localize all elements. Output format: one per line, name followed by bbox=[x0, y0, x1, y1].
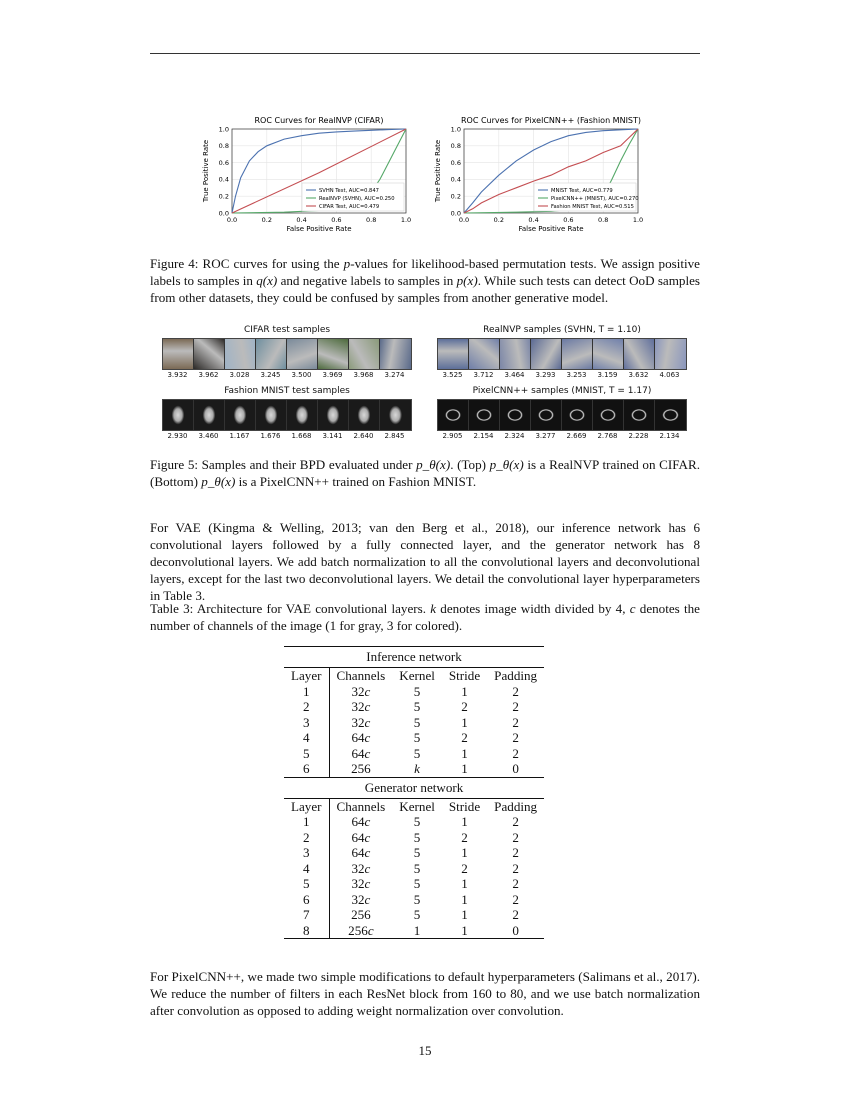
y-tick-label: 1.0 bbox=[218, 125, 229, 134]
table-cell: 4 bbox=[284, 730, 329, 746]
table-cell: k bbox=[414, 761, 420, 776]
bpd-value: 3.525 bbox=[442, 371, 463, 379]
sample-image bbox=[562, 339, 593, 369]
bpd-value: 2.228 bbox=[628, 432, 649, 440]
sample-image bbox=[225, 339, 256, 369]
table-cell: 64c bbox=[351, 730, 371, 745]
table-section-title: Generator network bbox=[364, 779, 464, 795]
bpd-value: 3.460 bbox=[198, 432, 219, 440]
bpd-value: 2.324 bbox=[504, 432, 525, 440]
sample-image bbox=[225, 400, 256, 430]
y-tick-label: 0.6 bbox=[450, 158, 461, 167]
table-row bbox=[284, 923, 544, 939]
table-cell: 0 bbox=[512, 761, 519, 776]
table-cell: 5 bbox=[413, 891, 421, 907]
sample-image bbox=[500, 339, 531, 369]
table-cell: 64c bbox=[351, 745, 371, 761]
table-cell: 5 bbox=[413, 745, 421, 761]
table-cell: 2 bbox=[461, 699, 468, 714]
image-strip-cifar bbox=[162, 338, 412, 370]
table-row bbox=[284, 761, 544, 777]
table-row bbox=[284, 845, 544, 861]
bpd-value: 2.768 bbox=[597, 432, 618, 440]
panel-title-pixelcnn: PixelCNN++ samples (MNIST, T = 1.17) bbox=[472, 386, 652, 396]
sample-image bbox=[256, 339, 287, 369]
bpd-value: 3.962 bbox=[198, 371, 219, 379]
bpd-value: 1.167 bbox=[229, 432, 250, 440]
sample-image bbox=[349, 400, 380, 430]
table-row bbox=[284, 684, 544, 700]
bpd-value: 3.159 bbox=[597, 371, 618, 379]
table-row bbox=[284, 746, 544, 762]
roc-chart-pixelcnn bbox=[430, 113, 652, 243]
figure-5-caption: Figure 5: Samples and their BPD evaluated under p_θ(x). (Top) p_θ(x) is a RealNVP trained on CIFAR. (Bottom) p_θ(x) is a PixelCNN++ trained on Fashion MNIST. bbox=[150, 457, 701, 489]
bpd-value: 4.063 bbox=[659, 371, 680, 379]
table-row bbox=[284, 861, 544, 877]
table-cell: 1 bbox=[461, 891, 468, 907]
table-header-cell: Stride bbox=[448, 668, 481, 683]
x-axis-label: False Positive Rate bbox=[286, 225, 352, 233]
table-row bbox=[284, 892, 544, 908]
table-header-cell: Padding bbox=[494, 798, 538, 814]
vae-paragraph: For VAE (Kingma & Welling, 2013; van den Berg et al., 2018), our inference network has 6 convolutional layers followed by a fully connected layer, and the generator network has 8 deconvolutional layers. We add batch normalization to all the convolutional layers and deconvolutional layers, except for the last two deconvolutional layers. We detail the convolutional layer hyperparameters in Table 3. bbox=[150, 520, 700, 603]
table-cell: 1 bbox=[413, 922, 421, 938]
table-cell: 3 bbox=[284, 845, 329, 861]
image-strip-pixelcnn bbox=[437, 399, 687, 431]
table-cell: 6 bbox=[284, 892, 329, 908]
table-cell: 7 bbox=[284, 907, 329, 923]
sample-image bbox=[469, 339, 500, 369]
sample-image bbox=[500, 400, 531, 430]
table-cell: 256 bbox=[351, 761, 371, 776]
table-cell: 5 bbox=[413, 829, 421, 845]
bpd-value: 3.028 bbox=[229, 371, 250, 379]
chart-title: ROC Curves for RealNVP (CIFAR) bbox=[254, 116, 384, 125]
table-row bbox=[284, 699, 544, 715]
bpd-values-pixelcnn bbox=[437, 432, 685, 440]
bpd-value: 3.968 bbox=[353, 371, 374, 379]
bpd-value: 1.676 bbox=[260, 432, 281, 440]
bpd-values-cifar bbox=[162, 371, 410, 379]
table-cell: 5 bbox=[413, 860, 421, 876]
table-cell: 1 bbox=[461, 922, 468, 938]
table-cell: 2 bbox=[512, 714, 519, 730]
x-tick-label: 0.0 bbox=[226, 216, 238, 224]
x-tick-label: 1.0 bbox=[400, 216, 412, 224]
table-row bbox=[284, 814, 544, 830]
sample-image bbox=[655, 339, 686, 369]
table-cell: 5 bbox=[413, 730, 421, 745]
y-axis-label: True Positive Rate bbox=[202, 139, 210, 203]
sample-image bbox=[380, 400, 411, 430]
table-row bbox=[284, 830, 544, 846]
table-cell: 1 bbox=[461, 907, 468, 922]
table-header-row bbox=[284, 668, 544, 684]
table-row bbox=[284, 907, 544, 923]
table-header-cell: Layer bbox=[284, 798, 329, 814]
bpd-value: 2.669 bbox=[566, 432, 587, 440]
table-cell: 2 bbox=[512, 745, 519, 761]
x-tick-label: 0.4 bbox=[528, 216, 539, 224]
y-tick-label: 0.0 bbox=[450, 209, 461, 218]
table-cell: 2 bbox=[512, 829, 519, 845]
image-strip-realnvp bbox=[437, 338, 687, 370]
y-tick-label: 0.0 bbox=[218, 209, 229, 218]
bpd-values-realnvp bbox=[437, 371, 685, 379]
table-cell: 2 bbox=[512, 876, 519, 891]
y-tick-label: 0.4 bbox=[450, 175, 461, 184]
x-tick-label: 0.6 bbox=[331, 216, 342, 224]
table-cell: 2 bbox=[512, 683, 519, 699]
table-3-architecture bbox=[284, 646, 544, 939]
table-header-cell: Channels bbox=[336, 798, 386, 814]
table-cell: 32c bbox=[351, 860, 371, 876]
table-header-cell: Padding bbox=[494, 668, 538, 683]
y-tick-label: 0.6 bbox=[218, 158, 229, 167]
table-cell: 2 bbox=[512, 730, 519, 745]
sample-image bbox=[287, 400, 318, 430]
sample-image bbox=[593, 339, 624, 369]
table-row bbox=[284, 730, 544, 746]
chart-title: ROC Curves for PixelCNN++ (Fashion MNIST) bbox=[460, 116, 642, 125]
bpd-values-fashion bbox=[162, 432, 410, 440]
table-header-cell: Stride bbox=[448, 798, 481, 814]
table-cell: 1 bbox=[461, 745, 468, 761]
table-cell: 5 bbox=[413, 699, 421, 714]
table-cell: 2 bbox=[461, 860, 468, 876]
image-strip-fashion bbox=[162, 399, 412, 431]
table-cell: 256c bbox=[348, 922, 374, 938]
bpd-value: 3.969 bbox=[322, 371, 343, 379]
sample-image bbox=[562, 400, 593, 430]
table-row bbox=[284, 876, 544, 892]
table-3-caption: Table 3: Architecture for VAE convolutional layers. k denotes image width divided by 4, c denotes the number of channels of the image (1 for gray, 3 for colored). bbox=[150, 601, 700, 633]
table-header-cell: Layer bbox=[284, 668, 329, 684]
table-header-cell: Kernel bbox=[399, 668, 435, 683]
legend-entry: RealNVP (SVHN), AUC=0.250 bbox=[319, 196, 395, 202]
bpd-value: 3.932 bbox=[167, 371, 188, 379]
bpd-value: 3.464 bbox=[504, 371, 525, 379]
table-cell: 5 bbox=[413, 876, 421, 891]
table-cell: 1 bbox=[284, 684, 329, 700]
sample-image bbox=[256, 400, 287, 430]
bpd-value: 3.500 bbox=[291, 371, 312, 379]
x-tick-label: 0.6 bbox=[563, 216, 574, 224]
sample-image bbox=[318, 339, 349, 369]
sample-image bbox=[318, 400, 349, 430]
table-cell: 8 bbox=[284, 923, 329, 939]
table-cell: 256 bbox=[351, 907, 371, 922]
bpd-value: 3.277 bbox=[535, 432, 556, 440]
table-header-cell: Kernel bbox=[399, 798, 435, 814]
x-tick-label: 0.4 bbox=[296, 216, 307, 224]
table-cell: 2 bbox=[512, 907, 519, 922]
page-number: 15 bbox=[418, 1043, 432, 1058]
table-cell: 3 bbox=[284, 715, 329, 731]
table-cell: 64c bbox=[351, 814, 371, 829]
table-cell: 1 bbox=[284, 814, 329, 830]
bpd-value: 2.640 bbox=[353, 432, 374, 440]
table-cell: 2 bbox=[284, 830, 329, 846]
x-tick-label: 0.8 bbox=[366, 216, 377, 224]
table-cell: 5 bbox=[413, 714, 421, 730]
table-cell: 5 bbox=[413, 845, 421, 860]
bpd-value: 3.245 bbox=[260, 371, 281, 379]
table-cell: 1 bbox=[461, 876, 468, 891]
table-cell: 4 bbox=[284, 861, 329, 877]
x-tick-label: 0.8 bbox=[598, 216, 609, 224]
table-cell: 32c bbox=[351, 699, 371, 714]
y-tick-label: 1.0 bbox=[450, 125, 461, 134]
table-cell: 1 bbox=[461, 714, 468, 730]
y-tick-label: 0.2 bbox=[450, 192, 461, 201]
sample-image bbox=[593, 400, 624, 430]
table-cell: 32c bbox=[351, 683, 371, 699]
sample-image bbox=[163, 400, 194, 430]
bpd-value: 2.845 bbox=[384, 432, 405, 440]
sample-image bbox=[655, 400, 686, 430]
legend-entry: MNIST Test, AUC=0.779 bbox=[551, 188, 613, 194]
sample-image bbox=[531, 400, 562, 430]
table-cell: 32c bbox=[351, 891, 371, 907]
table-cell: 2 bbox=[512, 699, 519, 714]
bpd-value: 3.141 bbox=[322, 432, 343, 440]
table-section-title: Inference network bbox=[366, 649, 462, 665]
legend-entry: PixelCNN++ (MNIST), AUC=0.270 bbox=[551, 196, 639, 202]
legend-entry: SVHN Test, AUC=0.847 bbox=[319, 188, 379, 194]
table-cell: 2 bbox=[461, 730, 468, 745]
table-cell: 64c bbox=[351, 829, 371, 845]
sample-image bbox=[287, 339, 318, 369]
table-cell: 2 bbox=[512, 845, 519, 860]
table-cell: 32c bbox=[351, 876, 371, 891]
bpd-value: 2.134 bbox=[659, 432, 680, 440]
table-cell: 1 bbox=[461, 814, 468, 829]
x-tick-label: 0.0 bbox=[458, 216, 470, 224]
bpd-value: 1.668 bbox=[291, 432, 312, 440]
table-cell: 1 bbox=[461, 683, 468, 699]
table-cell: 64c bbox=[351, 845, 371, 860]
table-cell: 2 bbox=[284, 699, 329, 715]
x-axis-label: False Positive Rate bbox=[518, 225, 584, 233]
table-cell: 1 bbox=[461, 845, 468, 860]
bpd-value: 3.712 bbox=[473, 371, 494, 379]
table-cell: 6 bbox=[284, 761, 329, 777]
sample-image bbox=[531, 339, 562, 369]
sample-image bbox=[194, 400, 225, 430]
table-row bbox=[284, 715, 544, 731]
bpd-value: 3.253 bbox=[566, 371, 587, 379]
sample-image bbox=[469, 400, 500, 430]
table-cell: 5 bbox=[284, 876, 329, 892]
bpd-value: 2.154 bbox=[473, 432, 494, 440]
panel-title-fashion: Fashion MNIST test samples bbox=[224, 386, 350, 396]
x-tick-label: 0.2 bbox=[493, 216, 504, 224]
legend-entry: CIFAR Test, AUC=0.479 bbox=[319, 204, 380, 210]
sample-image bbox=[438, 339, 469, 369]
y-tick-label: 0.4 bbox=[218, 175, 229, 184]
panel-title-realnvp: RealNVP samples (SVHN, T = 1.10) bbox=[483, 325, 641, 335]
table-cell: 2 bbox=[461, 829, 468, 845]
table-cell: 32c bbox=[351, 714, 371, 730]
sample-image bbox=[624, 400, 655, 430]
y-tick-label: 0.2 bbox=[218, 192, 229, 201]
x-tick-label: 1.0 bbox=[632, 216, 644, 224]
roc-chart-realnvp bbox=[198, 113, 420, 243]
y-tick-label: 0.8 bbox=[218, 142, 229, 151]
table-cell: 2 bbox=[512, 860, 519, 876]
sample-image bbox=[438, 400, 469, 430]
table-cell: 5 bbox=[413, 683, 421, 699]
y-tick-label: 0.8 bbox=[450, 142, 461, 151]
y-axis-label: True Positive Rate bbox=[434, 139, 442, 203]
bpd-value: 3.293 bbox=[535, 371, 556, 379]
sample-image bbox=[194, 339, 225, 369]
table-cell: 2 bbox=[512, 891, 519, 907]
table-header-row bbox=[284, 798, 544, 814]
pixelcnn-paragraph: For PixelCNN++, we made two simple modifications to default hyperparameters (Salimans et al., 2017). We reduce the number of filters in each ResNet block from 160 to 80, and we use batch normalization after convolution as opposed to adding weight normalization over convolution. bbox=[150, 969, 700, 1018]
bpd-value: 3.632 bbox=[628, 371, 649, 379]
sample-image bbox=[163, 339, 194, 369]
bpd-value: 3.274 bbox=[384, 371, 405, 379]
panel-title-cifar: CIFAR test samples bbox=[243, 325, 331, 335]
bpd-value: 2.905 bbox=[442, 432, 463, 440]
legend-entry: Fashion MNIST Test, AUC=0.515 bbox=[551, 204, 634, 210]
figure-4-caption: Figure 4: ROC curves for using the p-values for likelihood-based permutation tests. We assign positive labels to samples in q(x) and negative labels to samples in p(x). While such tests can detect OoD samples from other datasets, they could be confused by samples from another generative model. bbox=[150, 256, 700, 305]
table-header-cell: Channels bbox=[336, 668, 386, 683]
table-cell: 0 bbox=[512, 922, 519, 938]
table-cell: 5 bbox=[413, 814, 421, 829]
sample-image bbox=[349, 339, 380, 369]
table-cell: 5 bbox=[413, 907, 421, 922]
table-cell: 1 bbox=[461, 761, 468, 776]
bpd-value: 2.930 bbox=[167, 432, 188, 440]
header-rule bbox=[150, 53, 700, 54]
x-tick-label: 0.2 bbox=[261, 216, 272, 224]
table-cell: 2 bbox=[512, 814, 519, 829]
sample-image bbox=[380, 339, 411, 369]
sample-image bbox=[624, 339, 655, 369]
table-cell: 5 bbox=[284, 746, 329, 762]
